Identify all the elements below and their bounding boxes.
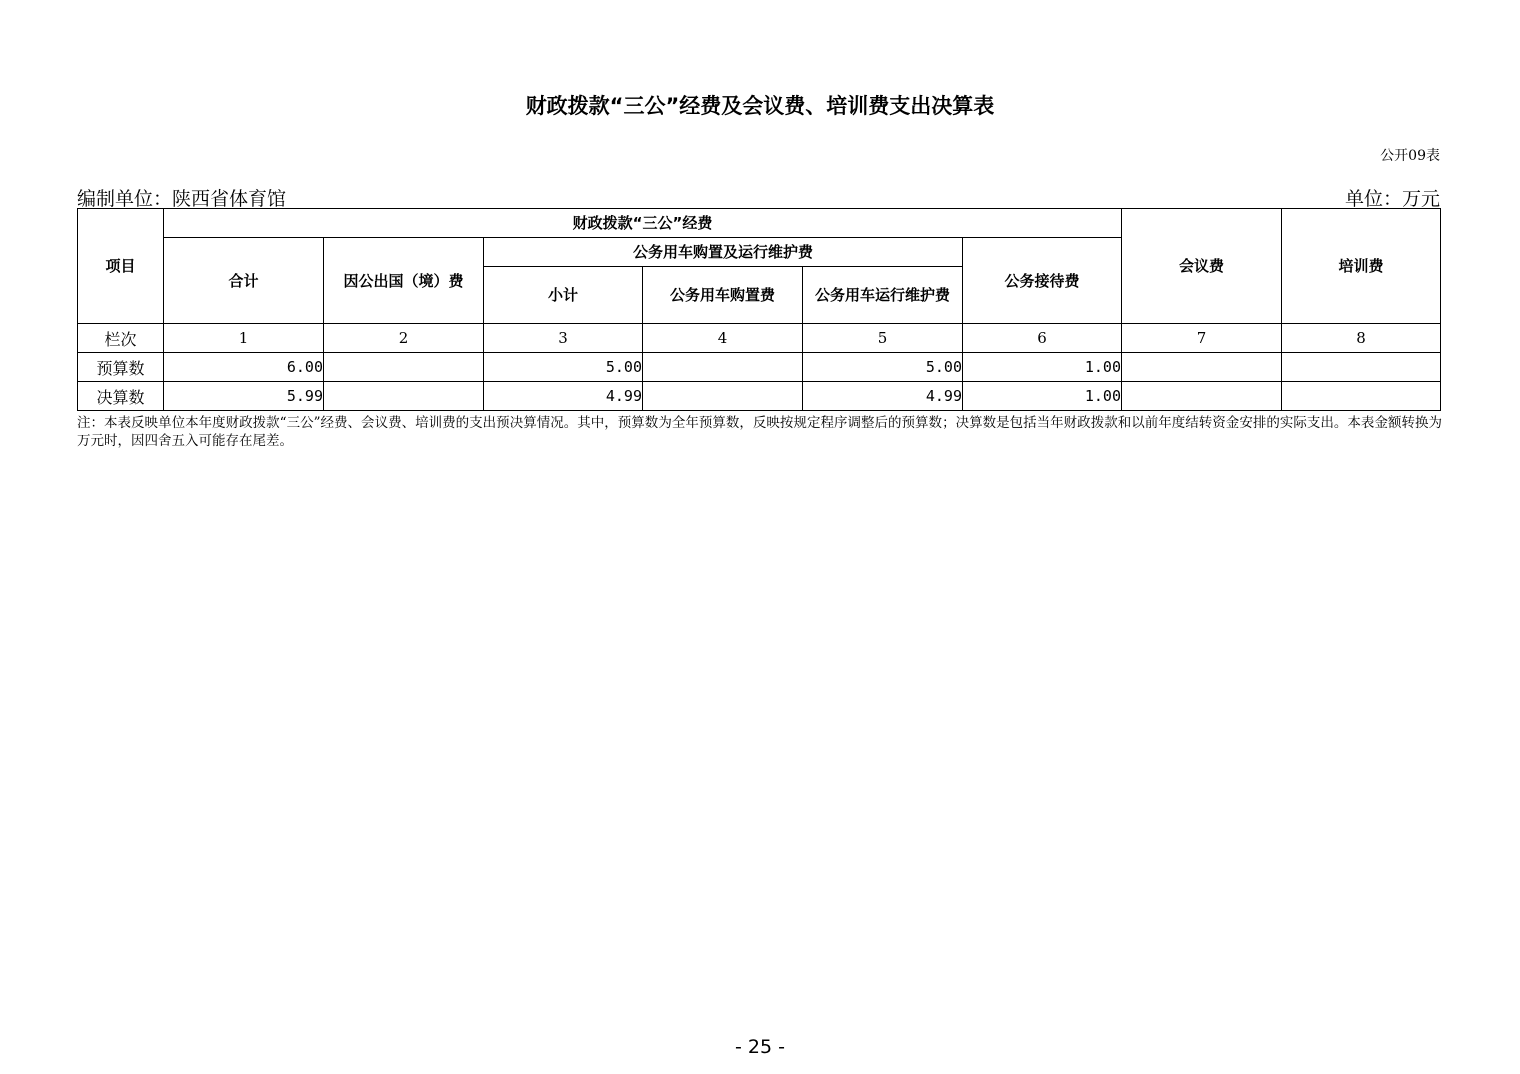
table-cell: 5 (803, 324, 963, 353)
table-cell: 5.99 (164, 382, 324, 411)
table-row (78, 382, 1441, 411)
unit-label: 单位：万元 (1344, 188, 1440, 210)
table-cell: 6 (963, 324, 1122, 353)
table-cell: 7 (1122, 324, 1282, 353)
table-footnote: 注：本表反映单位本年度财政拨款“三公”经费、会议费、培训费的支出预决算情况。其中，预算数为全年预算数，反映按规定程序调整后的预算数；决算数是包括当年财政拨款和以前年度结转资金安排的实际支出。本表金额转换为万元时，因四舍五入可能存在尾差。 (77, 415, 1442, 449)
header-item: 项目 (78, 209, 164, 324)
table-cell (643, 353, 803, 382)
table-cell (1122, 382, 1282, 411)
table-cell (324, 353, 484, 382)
table-cell: 3 (484, 324, 643, 353)
table-cell: 4.99 (484, 382, 643, 411)
table-cell: 2 (324, 324, 484, 353)
expenditure-table (77, 208, 1441, 411)
table-cell (643, 382, 803, 411)
header-training: 培训费 (1282, 209, 1441, 324)
header-meeting: 会议费 (1122, 209, 1282, 324)
table-cell: 1 (164, 324, 324, 353)
header-reception: 公务接待费 (963, 238, 1122, 324)
header-vehicle-operation: 公务用车运行维护费 (803, 267, 963, 324)
row-label: 决算数 (78, 382, 164, 411)
table-row (78, 324, 1441, 353)
table-cell: 1.00 (963, 353, 1122, 382)
table-cell (1282, 382, 1441, 411)
table-cell (1122, 353, 1282, 382)
table-cell: 5.00 (484, 353, 643, 382)
row-label: 预算数 (78, 353, 164, 382)
table-cell: 6.00 (164, 353, 324, 382)
header-subtotal: 小计 (484, 267, 643, 324)
header-vehicle-group: 公务用车购置及运行维护费 (484, 238, 963, 267)
header-abroad: 因公出国（境）费 (324, 238, 484, 324)
table-cell: 8 (1282, 324, 1441, 353)
header-vehicle-purchase: 公务用车购置费 (643, 267, 803, 324)
table-cell: 4.99 (803, 382, 963, 411)
report-title: 财政拨款“三公”经费及会议费、培训费支出决算表 (525, 94, 995, 118)
header-total: 合计 (164, 238, 324, 324)
table-cell: 4 (643, 324, 803, 353)
table-cell: 5.00 (803, 353, 963, 382)
row-label: 栏次 (78, 324, 164, 353)
table-cell (324, 382, 484, 411)
table-cell (1282, 353, 1441, 382)
table-row (78, 353, 1441, 382)
table-cell: 1.00 (963, 382, 1122, 411)
page-number: - 25 - (735, 1036, 785, 1058)
header-sangong-group: 财政拨款“三公”经费 (164, 209, 1122, 238)
organization-label: 编制单位：陕西省体育馆 (77, 188, 287, 210)
form-number: 公开09表 (1380, 148, 1440, 164)
